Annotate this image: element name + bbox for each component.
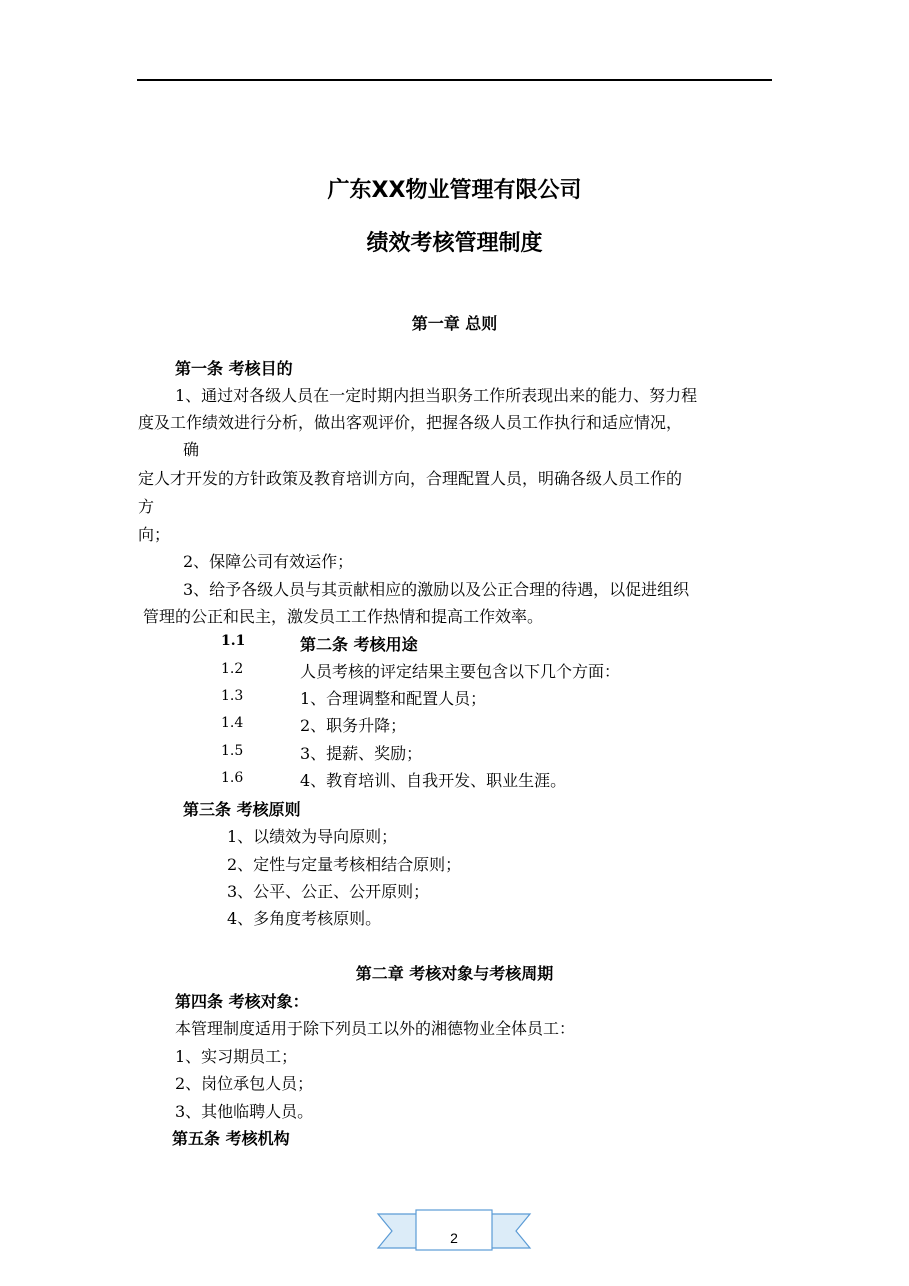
article-3-item: 3、公平、公正、公开原则； <box>227 882 430 901</box>
list-number: 1.6 <box>221 770 244 786</box>
article-5-title: 第五条 考核机构 <box>172 1129 290 1148</box>
article-3-title: 第三条 考核原则 <box>183 800 301 819</box>
list-item: 人员考核的评定结果主要包含以下几个方面： <box>300 662 621 681</box>
document-title: 绩效考核管理制度 <box>366 231 543 256</box>
article-1-line: 管理的公正和民主，激发员工工作热情和提高工作效率。 <box>143 607 544 626</box>
article-1-line: 定人才开发的方针政策及教育培训方向，合理配置人员，明确各级人员工作的 <box>138 469 683 488</box>
article-1-line: 确 <box>183 440 200 459</box>
chapter-1-heading: 第一章 总则 <box>411 314 498 333</box>
list-number: 1.4 <box>221 715 244 731</box>
page-number: 2 <box>450 1230 458 1246</box>
article-3-item: 2、定性与定量考核相结合原则； <box>227 855 462 874</box>
list-item: 1、合理调整和配置人员； <box>300 689 487 708</box>
article-4-item: 3、其他临聘人员。 <box>175 1102 314 1121</box>
list-number: 1.3 <box>221 688 244 704</box>
article-3-item: 1、以绩效为导向原则； <box>227 827 398 846</box>
list-number: 1.1 <box>221 633 246 649</box>
article-4-title: 第四条 考核对象： <box>175 992 309 1011</box>
article-4-item: 1、实习期员工； <box>175 1047 298 1066</box>
list-item: 2、职务升降； <box>300 716 407 735</box>
article-4-item: 2、岗位承包人员； <box>175 1074 314 1093</box>
list-number: 1.5 <box>221 743 244 759</box>
article-2-title: 第二条 考核用途 <box>300 635 418 654</box>
list-item: 4、教育培训、自我开发、职业生涯。 <box>300 771 567 790</box>
article-1-line: 向； <box>138 525 171 544</box>
list-number: 1.2 <box>221 661 244 677</box>
article-1-line: 1、通过对各级人员在一定时期内担当职务工作所表现出来的能力、努力程 <box>175 386 698 405</box>
header-rule <box>137 79 772 81</box>
article-1-line: 3、给予各级人员与其贡献相应的激励以及公正合理的待遇，以促进组织 <box>183 580 690 599</box>
article-1-title: 第一条 考核目的 <box>175 359 293 378</box>
company-title: 广东XX物业管理有限公司 <box>327 178 582 203</box>
article-1-line: 方 <box>138 497 155 516</box>
article-4-intro: 本管理制度适用于除下列员工以外的湘德物业全体员工： <box>175 1019 576 1038</box>
article-3-item: 4、多角度考核原则。 <box>227 909 382 928</box>
chapter-2-heading: 第二章 考核对象与考核周期 <box>355 964 554 983</box>
article-1-line: 2、保障公司有效运作； <box>183 552 354 571</box>
article-1-line: 度及工作绩效进行分析，做出客观评价，把握各级人员工作执行和适应情况， <box>138 413 683 432</box>
list-item: 3、提薪、奖励； <box>300 744 423 763</box>
